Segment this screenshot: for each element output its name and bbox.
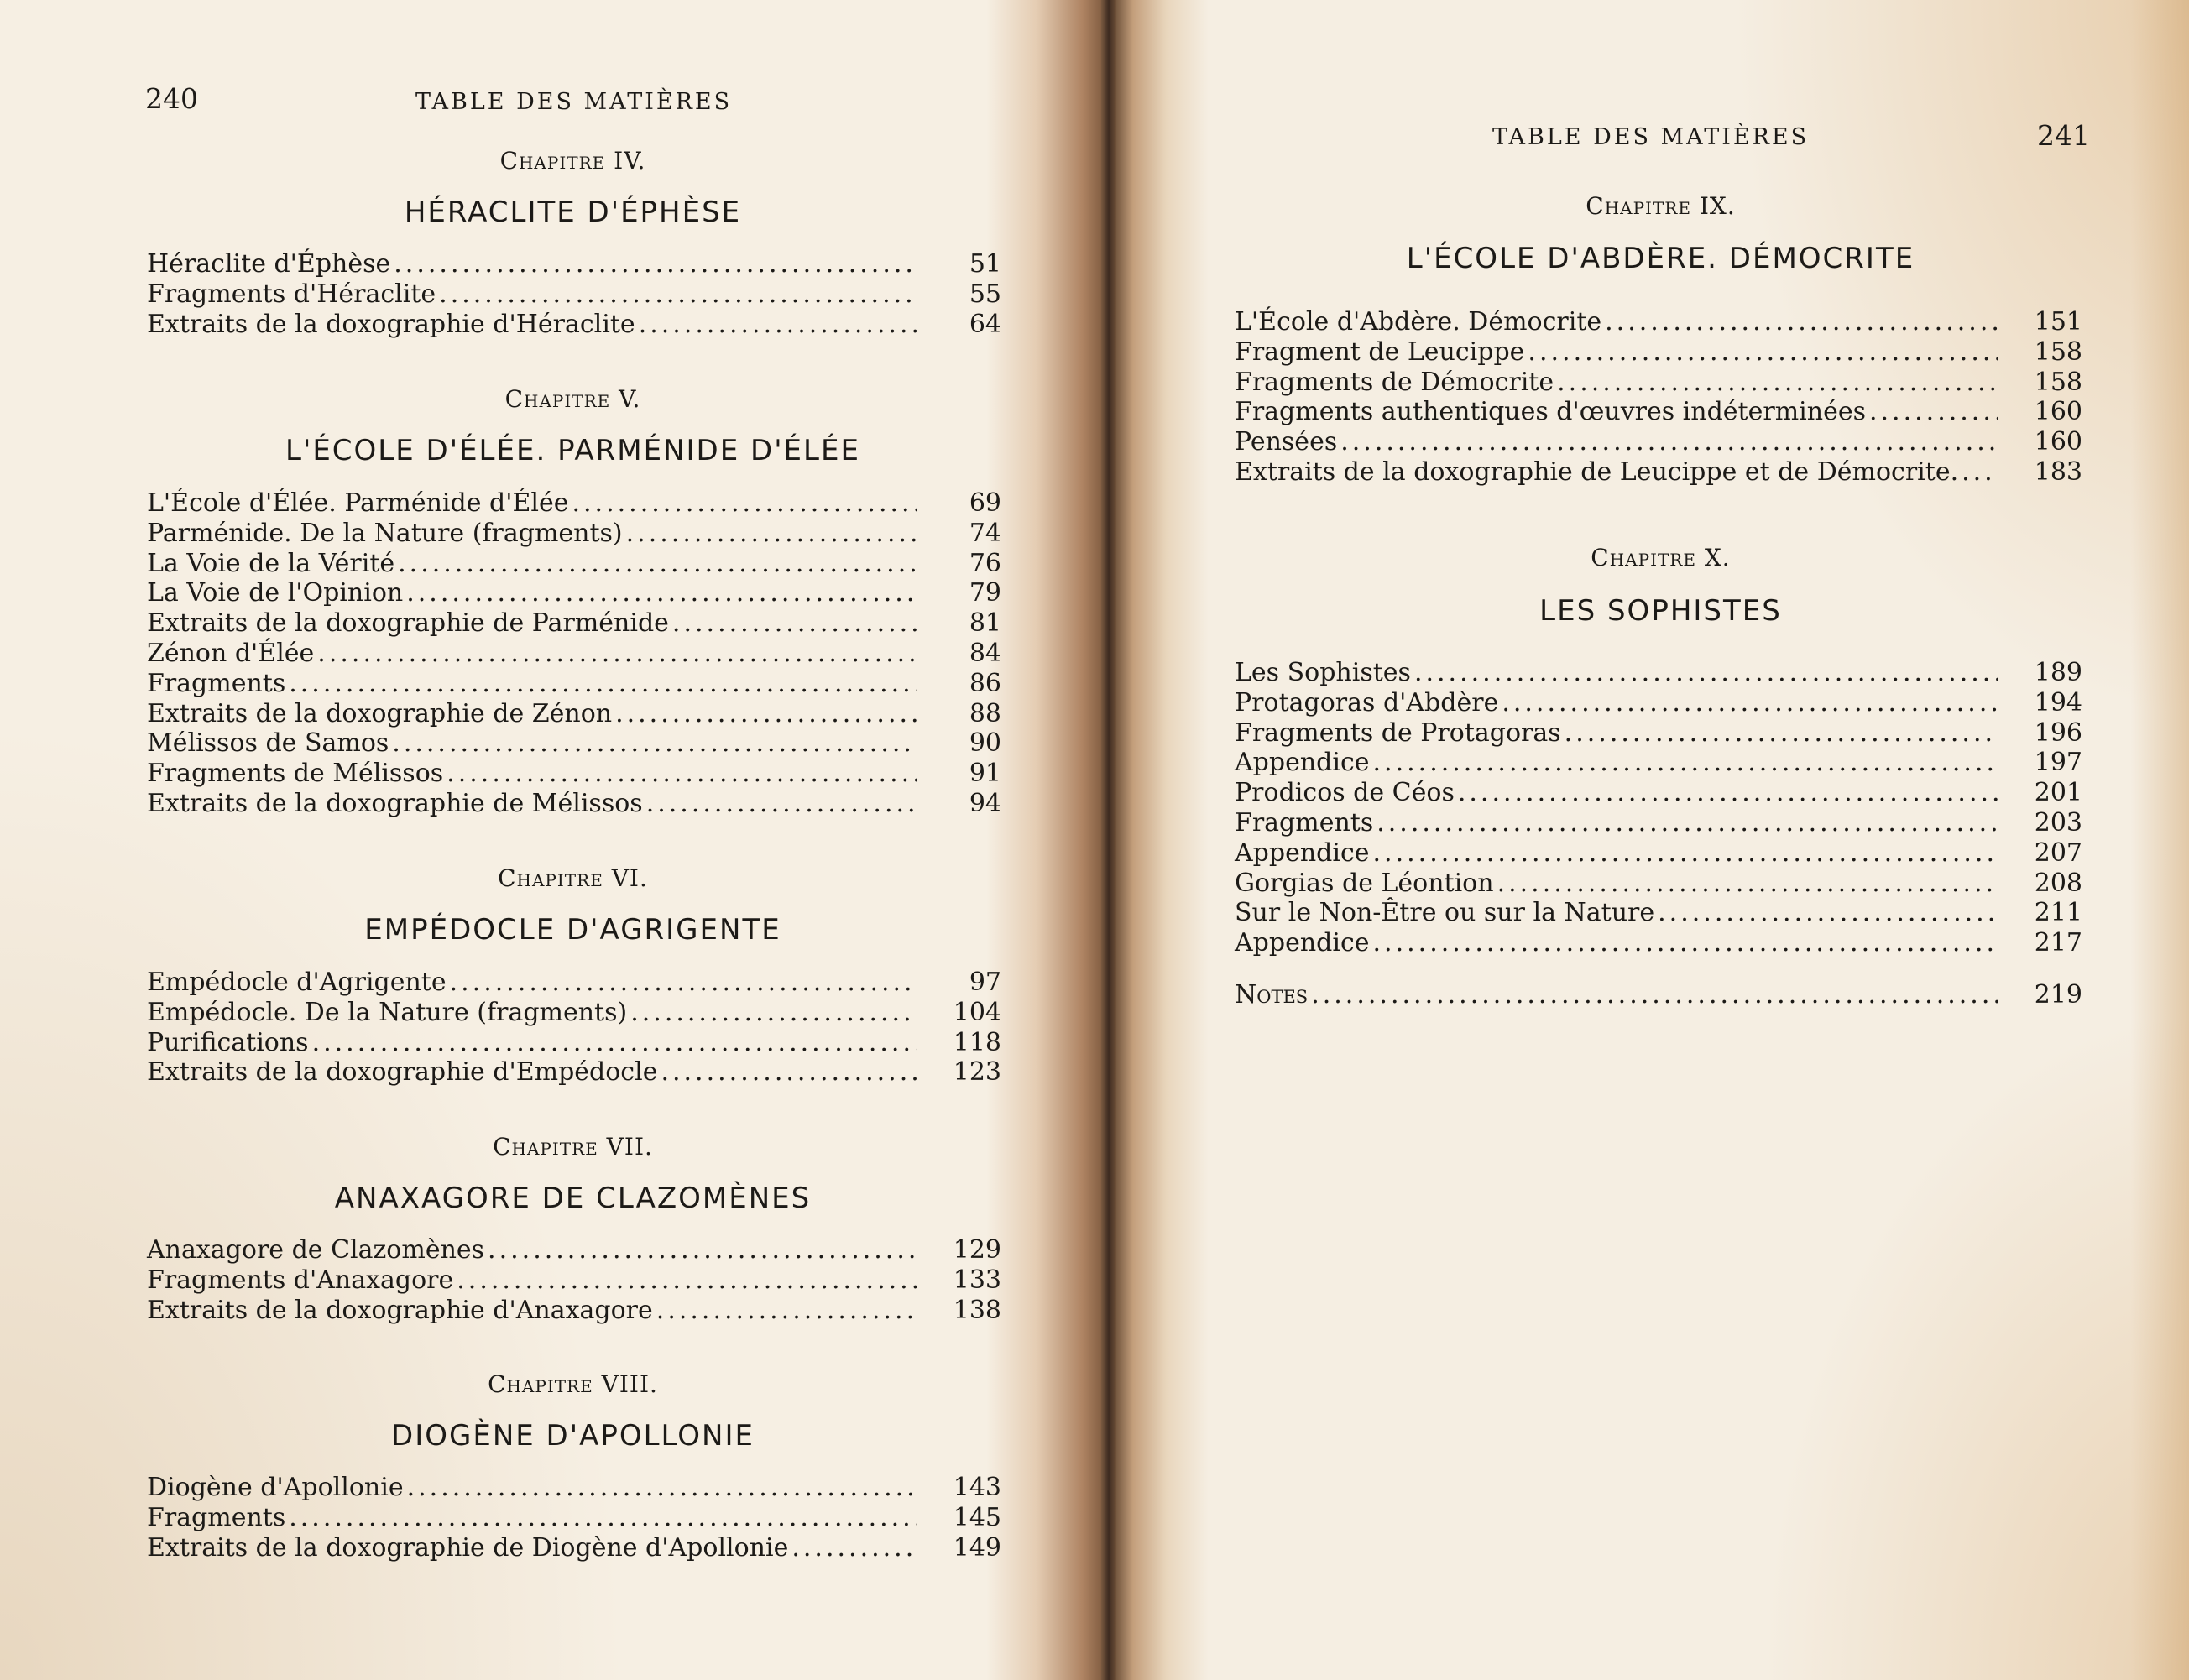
chapter-label: Chapitre VII. (493, 1133, 653, 1161)
toc-entry (147, 1473, 1001, 1503)
toc-entry-page: 88 (969, 698, 1001, 728)
dot-leader (1311, 980, 1998, 1010)
toc-entry-page: 143 (953, 1473, 1001, 1502)
toc-entry-page: 133 (953, 1265, 1001, 1295)
toc-entry-page: 183 (2034, 457, 2082, 487)
dot-leader (672, 608, 917, 639)
book-gutter (1101, 0, 1116, 1680)
toc-entry (147, 1235, 1001, 1265)
toc-entry-title: Extraits de la doxographie de Mélissos (147, 788, 643, 818)
dot-leader (317, 639, 917, 669)
toc-entry-title: Fragments de Mélissos (147, 759, 444, 789)
toc-entry-page: 79 (969, 578, 1001, 608)
toc-entry-title: Extraits de la doxographie de Diogène d'Apollonie (147, 1532, 789, 1563)
toc-entry-page: 51 (969, 249, 1001, 279)
toc-entry-page: 81 (969, 608, 1001, 639)
toc-entry-page: 160 (2034, 427, 2082, 457)
chapter-label: Chapitre IV. (499, 147, 646, 175)
toc-entry-page: 64 (969, 309, 1001, 339)
toc-entry-page: 203 (2034, 807, 2082, 837)
dot-leader (312, 1028, 917, 1058)
toc-entry-title: Gorgias de Léontion (1235, 868, 1494, 898)
toc-entry (147, 578, 1001, 608)
toc-entry-page: 201 (2034, 778, 2082, 808)
toc-entry-page: 84 (969, 638, 1001, 668)
toc-list (1235, 658, 2082, 958)
toc-entry-page: 123 (953, 1057, 1001, 1088)
toc-entry-title: Prodicos de Céos (1235, 778, 1455, 808)
toc-entry (1235, 748, 2082, 778)
toc-entry-title: Anaxagore de Clazomènes (147, 1235, 485, 1265)
chapter-label: Chapitre IX. (1586, 192, 1736, 220)
dot-leader (1414, 658, 1998, 688)
dot-leader (646, 789, 917, 819)
dot-leader (1502, 688, 1998, 718)
dot-leader (394, 249, 917, 279)
dot-leader (1962, 457, 1998, 488)
dot-leader (398, 549, 917, 579)
dot-leader (1373, 838, 1998, 869)
toc-entry (147, 1533, 1001, 1563)
toc-entry-page: 208 (2034, 868, 2082, 898)
toc-entry (1235, 337, 2082, 368)
toc-entry-page: 118 (953, 1027, 1001, 1057)
toc-entry-title: L'École d'Élée. Parménide d'Élée (147, 488, 569, 518)
chapter-title: HÉRACLITE D'ÉPHÈSE (404, 196, 742, 229)
chapter-title: LES SOPHISTES (1539, 594, 1782, 628)
toc-entry-page: 97 (969, 968, 1001, 997)
toc-entry-title: Purifications (147, 1027, 309, 1057)
toc-entry-title: Appendice (1235, 748, 1370, 778)
dot-leader (791, 1533, 917, 1563)
toc-entry-page: 86 (969, 668, 1001, 698)
toc-entry-title: Fragments (1235, 807, 1374, 837)
chapter-label: Chapitre X. (1591, 544, 1731, 571)
toc-entry-title: La Voie de la Vérité (147, 548, 395, 578)
toc-entry (147, 249, 1001, 279)
dot-leader (392, 728, 917, 759)
right-page (1116, 0, 2189, 1680)
toc-entry (147, 1296, 1001, 1326)
toc-entry (147, 608, 1001, 639)
toc-entry (1235, 778, 2082, 808)
toc-entry-page: 104 (953, 997, 1001, 1027)
toc-list (1235, 307, 2082, 488)
dot-leader (439, 279, 917, 310)
toc-entry-page: 55 (969, 279, 1001, 309)
toc-entry-page: 94 (969, 788, 1001, 818)
toc-entry-notes (1235, 980, 2082, 1010)
toc-entry-title: Appendice (1235, 837, 1370, 868)
toc-entry (147, 789, 1001, 819)
toc-entry (1235, 368, 2082, 398)
toc-entry-title: Protagoras d'Abdère (1235, 687, 1499, 717)
dot-leader (1528, 337, 1998, 368)
toc-entry (1235, 457, 2082, 488)
dot-leader (1497, 869, 1998, 899)
toc-entry-title: Extraits de la doxographie de Zénon (147, 698, 613, 728)
chapter-title: EMPÉDOCLE D'AGRIGENTE (364, 913, 781, 947)
toc-entry-title: Fragments authentiques d'œuvres indéterminées (1235, 397, 1866, 427)
toc-entry (147, 1028, 1001, 1058)
toc-entry (1235, 688, 2082, 718)
chapter-label: Chapitre VIII. (488, 1370, 658, 1398)
dot-leader (661, 1057, 917, 1088)
toc-entry-title: Les Sophistes (1235, 658, 1411, 687)
chapter-title: ANAXAGORE DE CLAZOMÈNES (334, 1182, 812, 1215)
toc-entry-page: 69 (969, 488, 1001, 518)
dot-leader (639, 310, 917, 340)
toc-list (147, 249, 1001, 339)
dot-leader (1565, 718, 1998, 749)
toc-entry-page: 217 (2034, 928, 2082, 958)
dot-leader (1869, 397, 1998, 427)
toc-entry-page: 207 (2034, 837, 2082, 868)
toc-entry-title: L'École d'Abdère. Démocrite (1235, 307, 1602, 337)
chapter-label: Chapitre VI. (498, 864, 648, 892)
dot-leader (626, 519, 917, 549)
toc-list (147, 488, 1001, 819)
right-running-head: TABLE DES MATIÈRES (1492, 124, 1810, 150)
toc-entry-page: 189 (2034, 658, 2082, 687)
toc-entry (147, 1265, 1001, 1296)
toc-list (147, 1235, 1001, 1325)
toc-entry-title: Extraits de la doxographie de Parménide (147, 608, 669, 639)
toc-entry-title: Diogène d'Apollonie (147, 1473, 404, 1502)
toc-entry (1235, 718, 2082, 749)
chapter-title: L'ÉCOLE D'ABDÈRE. DÉMOCRITE (1406, 242, 1915, 275)
toc-entry (1235, 869, 2082, 899)
toc-entry-page: 158 (2034, 337, 2082, 367)
toc-entry-title: Fragments d'Anaxagore (147, 1265, 454, 1295)
dot-leader (447, 759, 917, 789)
toc-entry-page: 149 (953, 1532, 1001, 1563)
toc-list (147, 1473, 1001, 1563)
dot-leader (1340, 427, 1998, 457)
toc-entry-title: Sur le Non-Être ou sur la Nature (1235, 898, 1655, 928)
toc-entry-page: 219 (2034, 980, 2082, 1010)
toc-entry-page: 160 (2034, 397, 2082, 427)
dot-leader (407, 1473, 917, 1503)
toc-entry (147, 639, 1001, 669)
toc-list-notes (1235, 980, 2082, 1010)
toc-entry-title: Empédocle. De la Nature (fragments) (147, 997, 628, 1027)
toc-entry-page: 145 (953, 1502, 1001, 1532)
toc-entry (147, 998, 1001, 1028)
toc-entry-title: Extraits de la doxographie de Leucippe et de Démocrite. (1235, 457, 1959, 487)
dot-leader (615, 699, 917, 729)
toc-entry (1235, 928, 2082, 958)
toc-entry-title: Zénon d'Élée (147, 638, 315, 668)
toc-entry-page: 76 (969, 548, 1001, 578)
dot-leader (1605, 307, 1998, 337)
toc-entry-title: Appendice (1235, 928, 1370, 958)
toc-entry-page: 90 (969, 728, 1001, 759)
dot-leader (289, 1503, 917, 1533)
toc-entry (147, 699, 1001, 729)
left-running-head: TABLE DES MATIÈRES (415, 89, 733, 115)
toc-entry (1235, 397, 2082, 427)
toc-entry-page: 91 (969, 759, 1001, 789)
dot-leader (1373, 928, 1998, 958)
toc-entry (147, 669, 1001, 699)
toc-entry-title: La Voie de l'Opinion (147, 578, 404, 608)
toc-entry-title: Fragments (147, 668, 286, 698)
chapter-title: L'ÉCOLE D'ÉLÉE. PARMÉNIDE D'ÉLÉE (285, 434, 860, 467)
toc-entry (147, 1503, 1001, 1533)
dot-leader (656, 1296, 917, 1326)
toc-entry (1235, 838, 2082, 869)
toc-entry (147, 968, 1001, 998)
toc-entry (1235, 808, 2082, 838)
toc-entry-title: Fragments de Démocrite (1235, 367, 1554, 397)
toc-entry-title: Fragments de Protagoras (1235, 717, 1561, 748)
dot-leader (488, 1235, 917, 1265)
toc-list (147, 968, 1001, 1088)
toc-entry-title: Empédocle d'Agrigente (147, 968, 447, 997)
dot-leader (1658, 898, 1998, 928)
toc-entry (147, 1057, 1001, 1088)
toc-entry-page: 151 (2034, 307, 2082, 337)
dot-leader (457, 1265, 917, 1296)
dot-leader (630, 998, 917, 1028)
toc-entry (147, 549, 1001, 579)
toc-entry-title: Extraits de la doxographie d'Héraclite (147, 309, 635, 339)
chapter-title: DIOGÈNE D'APOLLONIE (391, 1419, 755, 1453)
toc-entry-title: Mélissos de Samos (147, 728, 389, 759)
toc-entry-page: 194 (2034, 687, 2082, 717)
toc-entry-page: 138 (953, 1295, 1001, 1325)
toc-entry (147, 519, 1001, 549)
toc-entry-title: Fragments (147, 1502, 286, 1532)
toc-entry-title: Notes (1235, 980, 1309, 1010)
toc-entry (1235, 427, 2082, 457)
toc-entry-title: Pensées (1235, 427, 1338, 457)
right-page-number: 241 (2037, 119, 2090, 152)
dot-leader (572, 488, 917, 519)
left-page-number: 240 (145, 82, 198, 115)
toc-entry (147, 279, 1001, 310)
dot-leader (1373, 748, 1998, 778)
toc-entry (147, 488, 1001, 519)
toc-entry (1235, 658, 2082, 688)
toc-entry (147, 310, 1001, 340)
toc-entry-page: 158 (2034, 367, 2082, 397)
toc-entry (1235, 898, 2082, 928)
toc-entry (147, 759, 1001, 789)
dot-leader (406, 578, 917, 608)
dot-leader (1377, 808, 1998, 838)
chapter-label: Chapitre V. (504, 385, 641, 413)
toc-entry-page: 197 (2034, 748, 2082, 778)
toc-entry-title: Fragment de Leucippe (1235, 337, 1525, 367)
dot-leader (450, 968, 917, 998)
toc-entry-page: 211 (2034, 898, 2082, 928)
toc-entry-page: 129 (953, 1235, 1001, 1265)
dot-leader (289, 669, 917, 699)
toc-entry-title: Fragments d'Héraclite (147, 279, 436, 309)
toc-entry-title: Extraits de la doxographie d'Anaxagore (147, 1295, 653, 1325)
dot-leader (1557, 368, 1998, 398)
toc-entry (1235, 307, 2082, 337)
dot-leader (1458, 778, 1998, 808)
toc-entry-page: 74 (969, 518, 1001, 548)
toc-entry-page: 196 (2034, 717, 2082, 748)
toc-entry-title: Extraits de la doxographie d'Empédocle (147, 1057, 658, 1088)
toc-entry-title: Parménide. De la Nature (fragments) (147, 518, 623, 548)
toc-entry (147, 728, 1001, 759)
toc-entry-title: Héraclite d'Éphèse (147, 249, 391, 279)
